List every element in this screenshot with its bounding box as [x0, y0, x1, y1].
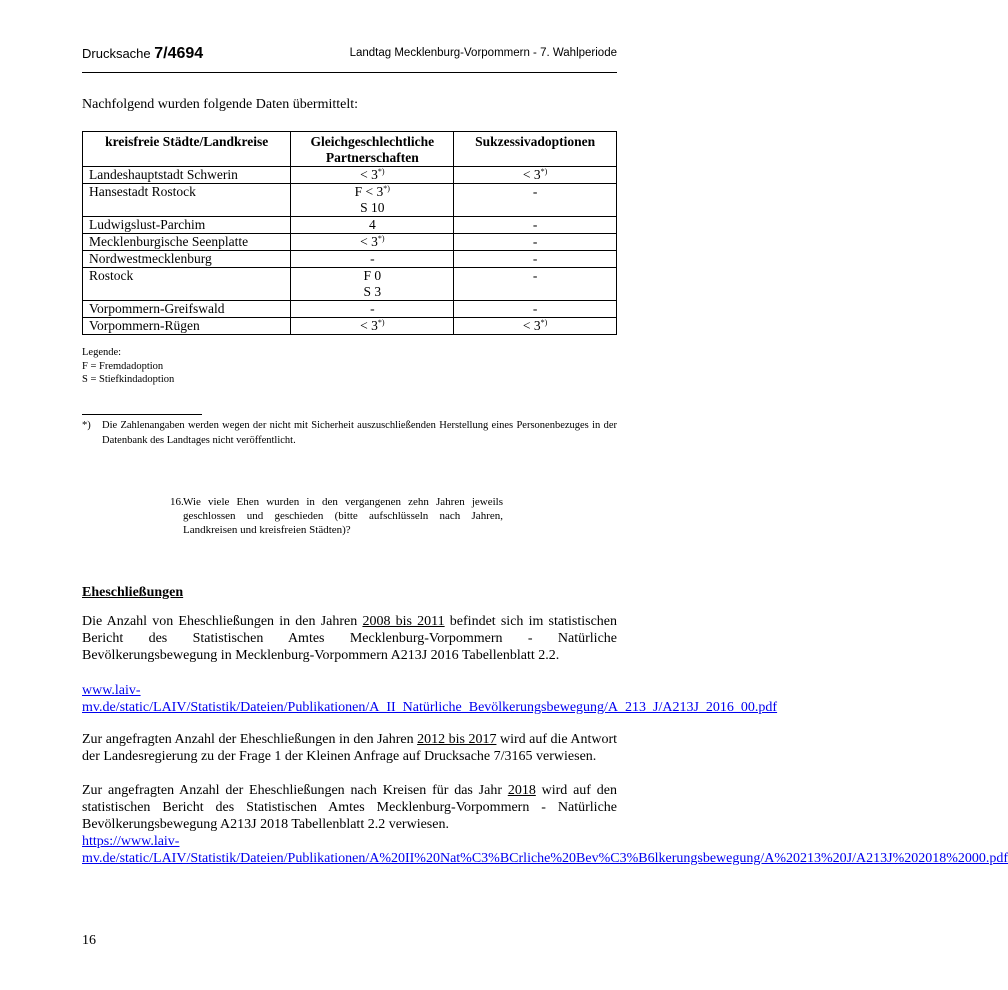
- table-row: [83, 167, 617, 184]
- legend-item: F = Fremdadoption: [82, 360, 164, 372]
- region-cell: Mecklenburgische Seenplatte: [83, 234, 291, 251]
- partnerschaften-cell: -: [291, 301, 454, 318]
- adoptionen-cell: < 3*): [454, 318, 617, 335]
- adoptionen-cell: -: [454, 184, 617, 217]
- region-cell: Hansestadt Rostock: [83, 184, 291, 217]
- region-cell: Rostock: [83, 268, 291, 301]
- adoptionen-cell: -: [454, 217, 617, 234]
- legend-item: S = Stiefkindadoption: [82, 374, 175, 385]
- partnerschaften-cell: < 3*): [291, 167, 454, 184]
- intro-text: Nachfolgend wurden folgende Daten übermittelt:: [82, 97, 359, 112]
- page-number: 16: [82, 933, 96, 948]
- footnote-text: Die Zahlenangaben werden wegen der nicht mit Sicherheit auszuschließenden Herstellung eines Personenbezuges in der Datenbank des Landtages nicht veröffentlicht.: [102, 420, 617, 446]
- question-text: Wie viele Ehen wurden in den vergangenen zehn Jahren jeweils geschlossen und geschieden (bitte aufschlüsseln nach Jahren, Landkreisen und kreisfreien Städten)?: [183, 496, 503, 536]
- footnote-divider: [82, 414, 202, 415]
- column-header: Gleichgeschlechtliche Partnerschaften: [291, 132, 454, 167]
- question-block: [170, 495, 503, 537]
- adoptionen-cell: -: [454, 251, 617, 268]
- partnerschaften-cell: -: [291, 251, 454, 268]
- column-header: Sukzessivadoptionen: [454, 132, 617, 167]
- region-cell: Ludwigslust-Parchim: [83, 217, 291, 234]
- table-row: [83, 184, 617, 217]
- paragraph-3: Zur angefragten Anzahl der Eheschließungen in den Jahren 2012 bis 2017 wird auf die Antwort der Landesregierung zu der Frage 1 der Kleinen Anfrage auf Drucksache 7/3165 verwiesen.: [82, 732, 617, 764]
- partnerschaften-cell: F < 3*) S 10: [291, 184, 454, 217]
- parliament-label: Landtag Mecklenburg-Vorpommern - 7. Wahlperiode: [349, 47, 617, 59]
- footnote: [82, 418, 617, 448]
- link-1-block: [82, 682, 778, 716]
- table-row: [83, 234, 617, 251]
- document-number: Drucksache 7/4694: [82, 45, 204, 62]
- data-table: [82, 131, 617, 335]
- table-header-row: [83, 132, 617, 167]
- adoptionen-cell: -: [454, 301, 617, 318]
- region-cell: Vorpommern-Greifswald: [83, 301, 291, 318]
- column-header: kreisfreie Städte/Landkreise: [83, 132, 291, 167]
- partnerschaften-cell: 4: [291, 217, 454, 234]
- table-row: [83, 217, 617, 234]
- table-row: [83, 251, 617, 268]
- region-cell: Vorpommern-Rügen: [83, 318, 291, 335]
- legend-title: Legende:: [82, 347, 122, 358]
- section-title: Eheschließungen: [82, 585, 184, 600]
- paragraph-1: Die Anzahl von Eheschließungen in den Jahren 2008 bis 2011 befindet sich im statistischen Bericht des Statistischen Amtes Mecklenburg-Vorpommern - Natürliche Bevölkerungsbewegung in Mecklenburg-Vorpommern A213J 2016 Tabellenblatt 2.2.: [82, 614, 617, 663]
- paragraph-4: Zur angefragten Anzahl der Eheschließungen nach Kreisen für das Jahr 2018 wird auf den statistischen Bericht des Statistischen Amtes Mecklenburg-Vorpommern - Natürliche Bevölkerungsbewegung A213J 2018 Tabellenblatt 2.2 verwiesen. https://www.laiv-mv.de/static/LAIV/Statistik/Dateien/Publikationen/A%20II%20Nat%C3%BCrliche%20Bev%C3%B6lkerungsbewegung/A%20213%20J/A213J%202018%2000.pdf: [82, 783, 1008, 866]
- adoptionen-cell: < 3*): [454, 167, 617, 184]
- table-row: [83, 301, 617, 318]
- legend: [82, 346, 174, 387]
- question-number: 16.: [170, 496, 184, 508]
- page-header: [82, 40, 617, 73]
- partnerschaften-cell: F 0 S 3: [291, 268, 454, 301]
- statistik-link-2016[interactable]: www.laiv-mv.de/static/LAIV/Statistik/Dateien/Publikationen/A_II_Natürliche_Bevölkerungsbewegung/A_213_J/A213J_2016_00.pdf: [82, 683, 778, 715]
- footnote-mark: *): [82, 420, 91, 431]
- adoptionen-cell: -: [454, 268, 617, 301]
- partnerschaften-cell: < 3*): [291, 318, 454, 335]
- statistik-link-2018[interactable]: https://www.laiv-mv.de/static/LAIV/Statistik/Dateien/Publikationen/A%20II%20Nat%C3%BCrliche%20Bev%C3%B6lkerungsbewegung/A%20213%20J/A213J%202018%2000.pdf: [82, 834, 1008, 866]
- region-cell: Landeshauptstadt Schwerin: [83, 167, 291, 184]
- table-row: [83, 318, 617, 335]
- partnerschaften-cell: < 3*): [291, 234, 454, 251]
- adoptionen-cell: -: [454, 234, 617, 251]
- region-cell: Nordwestmecklenburg: [83, 251, 291, 268]
- table-row: [83, 268, 617, 301]
